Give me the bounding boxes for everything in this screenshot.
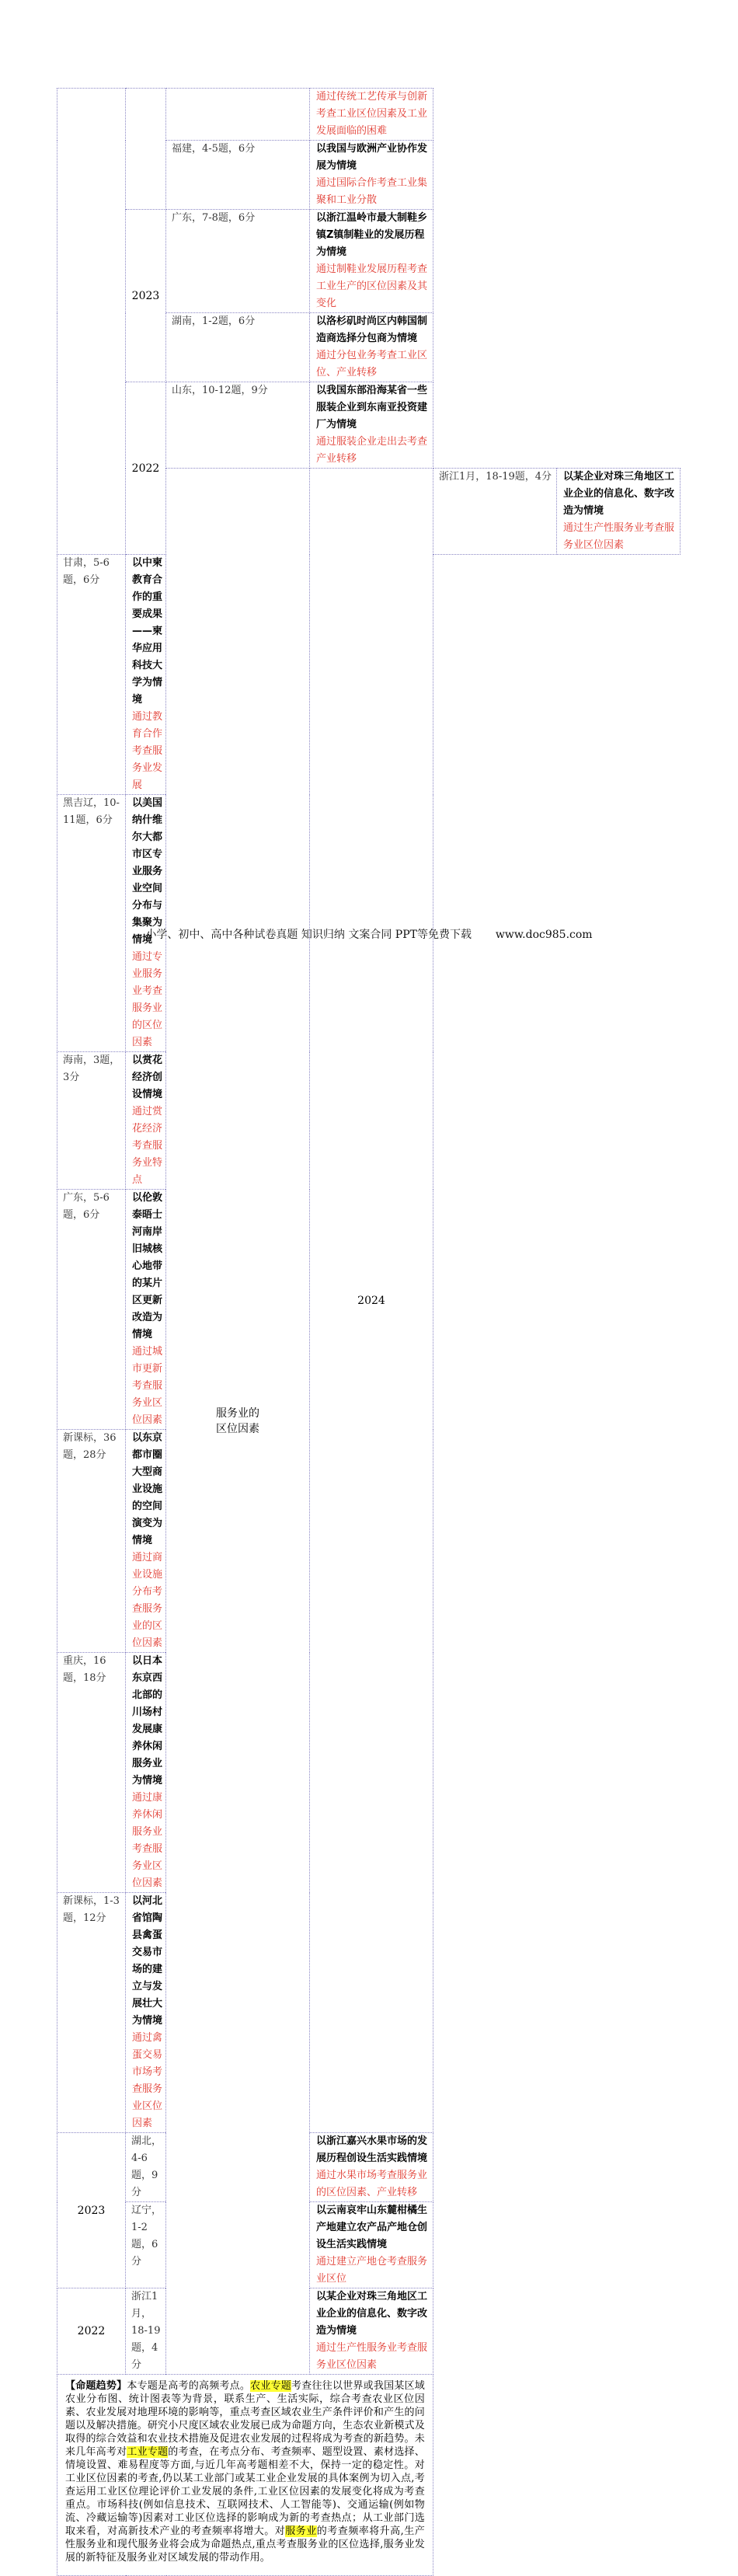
desc-cell	[310, 313, 433, 382]
source-cell: 广东，7-8题，6分	[166, 210, 310, 313]
row-context: 以东京都市圈大型商业设施的空间演变为情境	[132, 1432, 163, 1546]
row-subtitle: 通过商业设施分布考查服务业的区位因素	[132, 1552, 163, 1649]
desc-cell	[310, 210, 433, 313]
source-cell: 浙江1月，18-19题，4分	[126, 2288, 166, 2375]
highlight-service: 服务业	[285, 2525, 317, 2537]
table-row	[57, 89, 681, 141]
table-row	[57, 210, 681, 313]
table-row	[57, 2202, 681, 2288]
trend-paragraph: 【命题趋势】本专题是高考的高频考点。农业专题考查往往以世界或我国某区域农业分布图、统计图表等为背景，联系生产、生活实际，综合考查农业区位因素、农业发展对地理环境的影响等，重点考查区域农业生产条件评价和产生的问题以及解决措施。研究小尺度区域农业发展已成为命题方向，生态农业新模式及取得的综合效益和农业技术措施及促进农业发展的过程将成为考查的新趋势。未来几年高考对工业专题的考查，在考点分布、考查频率、题型设置、素材选择、情境设置、难易程度等方面,与近几年高考题相差不大，保持一定的稳定性。对工业区位因素的考查,仍以某工业部门或某工业企业发展的具体案例为切入点,考查运用工业区位理论评价工业发展的条件,工业区位因素的发展变化将成为考查重点。市场科技(例如信息技术、互联网技术、人工智能等)、交通运输(例如物流、冷藏运输等)因素对工业区位选择的影响成为新的考查热点；从工业部门选取来看，对高新技术产业的考查频率将增大。对服务业的考查频率将升高,生产性服务业和现代服务业将会成为命题热点,重点考查服务业的区位选择,服务业发展的新特征及服务业对区域发展的带动作用。	[57, 2375, 433, 2576]
row-subtitle: 通过专业服务业考查服务业的区位因素	[132, 951, 163, 1048]
row-subtitle: 通过生产性服务业考查服务业区位因素	[563, 522, 675, 551]
year-cell: 2022	[57, 2288, 126, 2375]
source-cell: 山东，10-12题，9分	[166, 382, 310, 469]
row-subtitle: 通过康养休闲服务业考查服务业区位因素	[132, 1792, 163, 1889]
table-row	[57, 2133, 681, 2202]
source-cell: 甘肃，5-6题，6分	[57, 555, 126, 795]
row-subtitle: 通过传统工艺传承与创新考查工业区位因素及工业发展面临的困难	[316, 91, 428, 137]
row-context: 以洛杉矶时尚区内韩国制造商选择分包商为情境	[316, 315, 428, 344]
desc-cell	[310, 2288, 433, 2375]
row-context: 以云南哀牢山东麓柑橘生产地建立农产品产地仓创设生活实践情境	[316, 2205, 428, 2250]
topic-cell-service: 服务业的 区位因素	[166, 469, 310, 2375]
desc-cell	[557, 469, 681, 555]
row-subtitle: 通过禽蛋交易市场考查服务业区位因素	[132, 2032, 163, 2129]
desc-cell	[126, 1052, 166, 1190]
row-subtitle: 通过赏花经济考查服务业特点	[132, 1106, 163, 1186]
desc-cell	[126, 1430, 166, 1653]
year-cell: 2023	[126, 210, 166, 382]
row-subtitle: 通过生产性服务业考查服务业区位因素	[316, 2342, 428, 2371]
source-cell: 湖北，4-6题，9分	[126, 2133, 166, 2202]
desc-cell	[126, 555, 166, 795]
row-context: 以伦敦泰晤士河南岸旧城核心地带的某片区更新改造为情境	[132, 1192, 163, 1340]
row-subtitle: 通过教育合作考查服务业发展	[132, 711, 163, 791]
row-context: 以日本东京西北部的川场村发展康养休闲服务业为情境	[132, 1655, 163, 1786]
desc-cell	[126, 795, 166, 1052]
row-context: 以浙江嘉兴水果市场的发展历程创设生活实践情境	[316, 2135, 428, 2164]
row-subtitle: 通过服装企业走出去考查产业转移	[316, 436, 428, 465]
source-cell: 湖南，1-2题，6分	[166, 313, 310, 382]
page-footer	[0, 926, 738, 942]
row-context: 以我国与欧洲产业协作发展为情境	[316, 143, 428, 172]
row-subtitle: 通过制鞋业发展历程考查工业生产的区位因素及其变化	[316, 263, 428, 309]
trend-label: 【命题趋势】	[65, 2380, 127, 2392]
desc-cell	[310, 2202, 433, 2288]
exam-analysis-table	[57, 88, 681, 2576]
row-context: 以浙江温岭市最大制鞋乡镇Z镇制鞋业的发展历程为情境	[316, 212, 428, 258]
desc-cell	[310, 89, 433, 141]
source-cell: 福建，4-5题，6分	[166, 141, 310, 210]
trend-row	[57, 2375, 681, 2576]
year-cell: 2023	[57, 2133, 126, 2288]
highlight-industry: 工业专题	[127, 2446, 169, 2458]
highlight-agriculture: 农业专题	[250, 2380, 292, 2392]
row-context: 以美国纳什维尔大都市区专业服务业空间分布与集聚为情境	[132, 797, 163, 946]
desc-cell	[310, 141, 433, 210]
row-context: 以赏花经济创设情境	[132, 1054, 163, 1100]
source-cell: 黑吉辽，10-11题，6分	[57, 795, 126, 1052]
footer-text: 小学、初中、高中各种试卷真题 知识归纳 文案合同 PPT等免费下载	[145, 929, 472, 941]
row-context: 以河北省馆陶县禽蛋交易市场的建立与发展壮大为情境	[132, 1895, 163, 2027]
footer-url[interactable]: www.doc985.com	[495, 929, 593, 941]
row-context: 以某企业对珠三角地区工业企业的信息化、数字改造为情境	[563, 471, 675, 517]
desc-cell	[126, 1893, 166, 2133]
desc-cell	[126, 1190, 166, 1430]
desc-cell	[310, 382, 433, 469]
row-context: 以中柬教育合作的重要成果——柬华应用科技大学为情境	[132, 557, 163, 706]
source-cell: 浙江1月，18-19题，4分	[433, 469, 557, 555]
desc-cell	[310, 2133, 433, 2202]
source-cell: 重庆，16题，18分	[57, 1653, 126, 1893]
source-cell: 辽宁，1-2题，6分	[126, 2202, 166, 2288]
row-subtitle: 通过建立产地仓考查服务业区位	[316, 2256, 428, 2285]
topic-cell-industry	[57, 89, 126, 555]
source-cell: 新课标，1-3题，12分	[57, 1893, 126, 2133]
row-subtitle: 通过城市更新考查服务业区位因素	[132, 1346, 163, 1426]
source-cell	[166, 89, 310, 141]
row-subtitle: 通过水果市场考查服务业的区位因素、产业转移	[316, 2170, 428, 2198]
source-cell: 广东，5-6题，6分	[57, 1190, 126, 1430]
year-cell	[126, 89, 166, 210]
year-cell: 2024	[310, 469, 433, 2133]
row-subtitle: 通过分包业务考查工业区位、产业转移	[316, 350, 428, 378]
desc-cell	[126, 1653, 166, 1893]
table-row	[57, 2288, 681, 2375]
row-context: 以我国东部沿海某省一些服装企业到东南亚投资建厂为情境	[316, 385, 428, 430]
table-row	[57, 382, 681, 469]
row-subtitle: 通过国际合作考查工业集聚和工业分散	[316, 177, 428, 206]
source-cell: 新课标，36题，28分	[57, 1430, 126, 1653]
row-context: 以某企业对珠三角地区工业企业的信息化、数字改造为情境	[316, 2291, 428, 2337]
year-cell: 2022	[126, 382, 166, 555]
source-cell: 海南，3题，3分	[57, 1052, 126, 1190]
